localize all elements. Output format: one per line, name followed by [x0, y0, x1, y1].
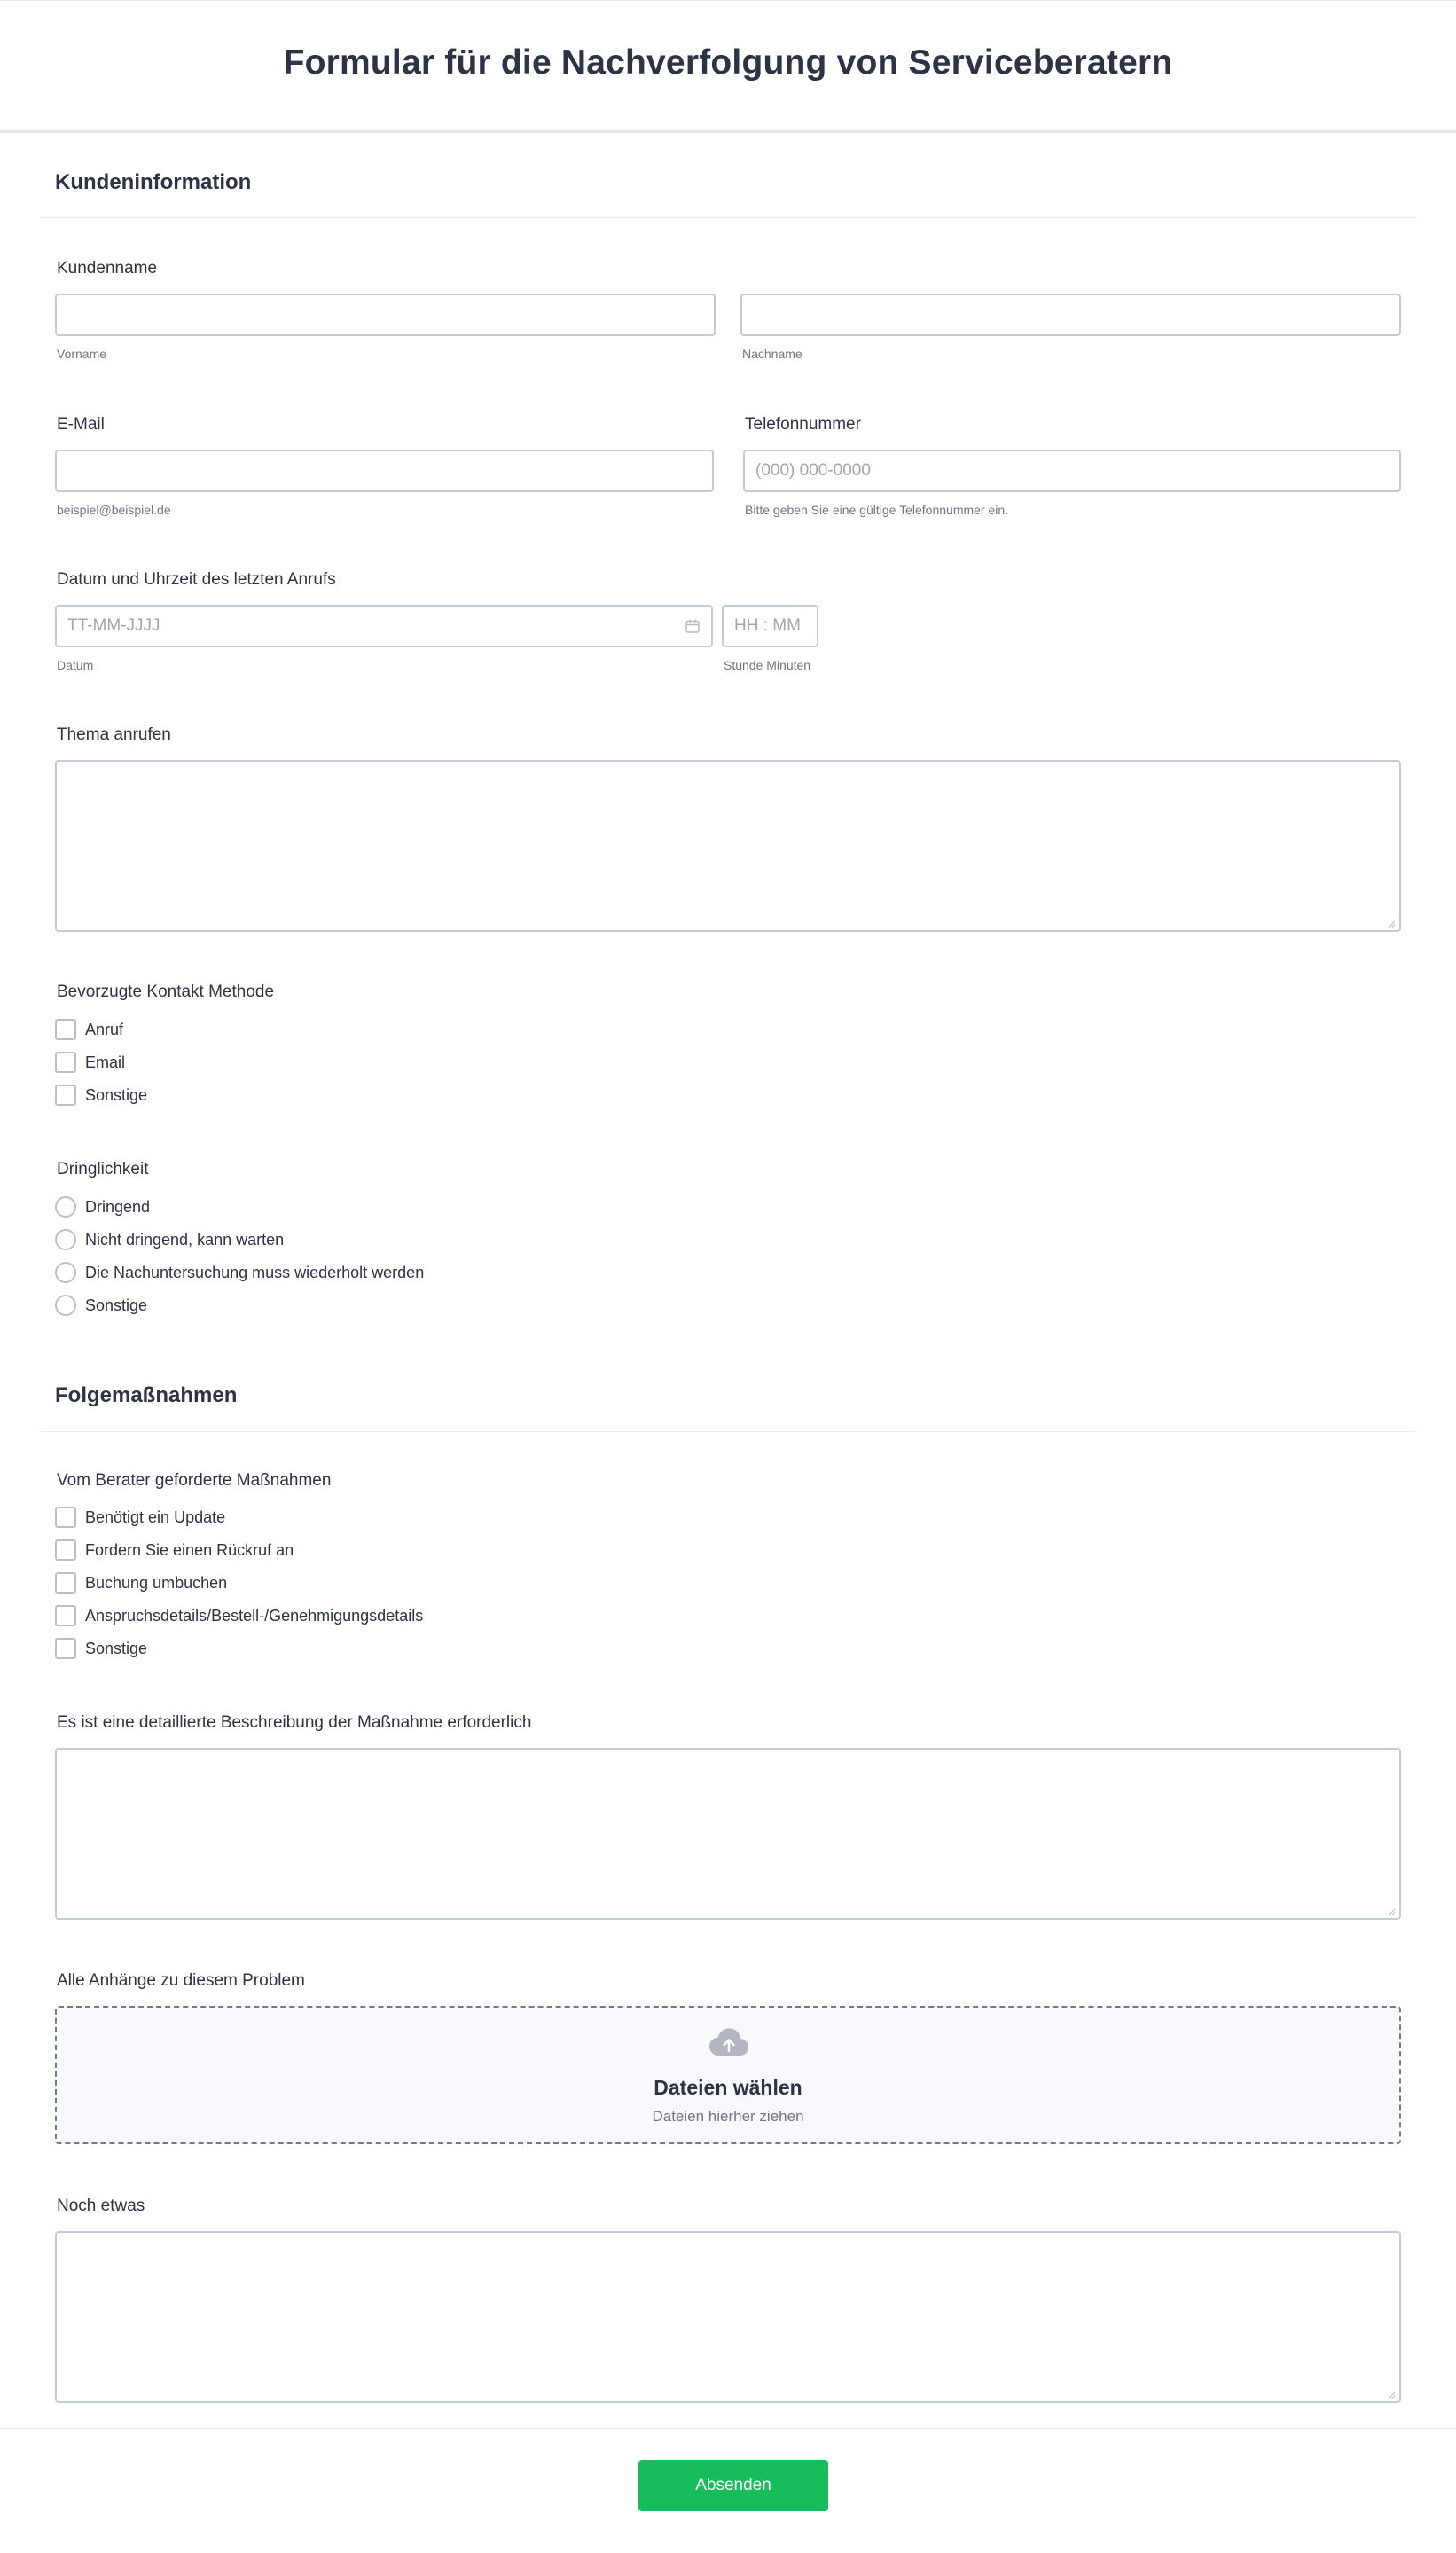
- option-label: Sonstige: [85, 1639, 148, 1657]
- other-label: Noch etwas: [57, 2197, 145, 2215]
- phone-label: Telefonnummer: [745, 415, 861, 434]
- checkbox[interactable]: [55, 1539, 76, 1561]
- option-label: Email: [85, 1053, 126, 1071]
- description-label: Es ist eine detaillierte Beschreibung der Maßnahme erforderlich: [57, 1713, 532, 1732]
- upload-subtitle: Dateien hierher ziehen: [652, 2108, 804, 2125]
- radio-option-sonstige[interactable]: [55, 1294, 147, 1317]
- checkbox-option-anruf[interactable]: [55, 1018, 123, 1041]
- resize-grip-icon[interactable]: [1387, 1907, 1396, 1916]
- checkbox[interactable]: [55, 1605, 76, 1626]
- form-footer: [0, 2428, 1456, 2553]
- topic-label: Thema anrufen: [57, 725, 171, 744]
- customer-name-label: Kundenname: [57, 259, 158, 278]
- cloud-upload-icon: [708, 2027, 749, 2057]
- section-divider: [39, 217, 1417, 218]
- time-input[interactable]: [722, 605, 818, 647]
- checkbox-option-rueckruf[interactable]: [55, 1539, 294, 1562]
- file-upload-dropzone[interactable]: [55, 2006, 1401, 2144]
- attachments-label: Alle Anhänge zu diesem Problem: [57, 1971, 305, 1990]
- resize-grip-icon[interactable]: [1387, 2391, 1396, 2400]
- date-input[interactable]: [55, 605, 713, 647]
- checkbox-option-sonstige[interactable]: [55, 1637, 147, 1660]
- radio-button[interactable]: [55, 1295, 76, 1316]
- option-label: Fordern Sie einen Rückruf an: [85, 1540, 294, 1559]
- section-title-follow-up: Folgemaßnahmen: [55, 1383, 238, 1407]
- option-label: Anruf: [85, 1020, 124, 1038]
- option-label: Buchung umbuchen: [85, 1573, 228, 1592]
- checkbox[interactable]: [55, 1638, 76, 1659]
- section-divider: [39, 1431, 1417, 1432]
- radio-button[interactable]: [55, 1229, 76, 1250]
- upload-title: Dateien wählen: [654, 2076, 802, 2099]
- radio-option-nachuntersuchung[interactable]: [55, 1261, 424, 1284]
- radio-button[interactable]: [55, 1262, 76, 1283]
- option-label: Anspruchsdetails/Bestell-/Genehmigungsdetails: [85, 1606, 424, 1625]
- phone-field[interactable]: [743, 450, 1401, 492]
- checkbox[interactable]: [55, 1572, 76, 1594]
- email-label: E-Mail: [57, 415, 105, 434]
- calendar-icon[interactable]: [685, 618, 701, 634]
- option-label: Sonstige: [85, 1296, 148, 1314]
- option-label: Sonstige: [85, 1085, 148, 1104]
- urgency-label: Dringlichkeit: [57, 1160, 149, 1179]
- actions-label: Vom Berater geforderte Maßnahmen: [57, 1471, 332, 1490]
- first-name-input[interactable]: [55, 294, 716, 336]
- checkbox-option-update[interactable]: [55, 1506, 225, 1529]
- radio-option-dringend[interactable]: [55, 1195, 150, 1218]
- last-name-sublabel: Nachname: [742, 347, 802, 361]
- option-label: Benötigt ein Update: [85, 1508, 226, 1526]
- option-label: Dringend: [85, 1197, 151, 1216]
- date-sublabel: Datum: [57, 658, 94, 672]
- radio-button[interactable]: [55, 1196, 76, 1218]
- checkbox-option-email[interactable]: [55, 1051, 125, 1074]
- other-textarea[interactable]: [55, 2231, 1401, 2403]
- email-sublabel: beispiel@beispiel.de: [57, 503, 171, 517]
- last-call-label: Datum und Uhrzeit des letzten Anrufs: [57, 570, 336, 589]
- radio-option-nicht-dringend[interactable]: [55, 1228, 284, 1251]
- checkbox-option-sonstige[interactable]: [55, 1084, 147, 1107]
- submit-button[interactable]: Absenden: [638, 2460, 828, 2511]
- section-title-customer-info: Kundeninformation: [55, 170, 252, 194]
- option-label: Nicht dringend, kann warten: [85, 1230, 285, 1249]
- form-title: Formular für die Nachverfolgung von Serviceberatern: [283, 43, 1173, 82]
- first-name-sublabel: Vorname: [57, 347, 107, 361]
- description-textarea[interactable]: [55, 1748, 1401, 1920]
- checkbox[interactable]: [55, 1019, 76, 1040]
- checkbox[interactable]: [55, 1052, 76, 1073]
- resize-grip-icon[interactable]: [1387, 920, 1396, 928]
- option-label: Die Nachuntersuchung muss wiederholt werden: [85, 1263, 425, 1281]
- checkbox[interactable]: [55, 1507, 76, 1528]
- checkbox[interactable]: [55, 1085, 76, 1106]
- form-header: [0, 0, 1456, 133]
- last-name-input[interactable]: [740, 294, 1401, 336]
- checkbox-option-umbuchen[interactable]: [55, 1571, 227, 1594]
- contact-method-label: Bevorzugte Kontakt Methode: [57, 983, 275, 1001]
- time-sublabel: Stunde Minuten: [724, 658, 811, 672]
- topic-textarea[interactable]: [55, 760, 1401, 932]
- phone-sublabel: Bitte geben Sie eine gültige Telefonnummer ein.: [745, 503, 1009, 517]
- email-field[interactable]: [55, 450, 714, 492]
- checkbox-option-anspruchsdetails[interactable]: [55, 1604, 423, 1627]
